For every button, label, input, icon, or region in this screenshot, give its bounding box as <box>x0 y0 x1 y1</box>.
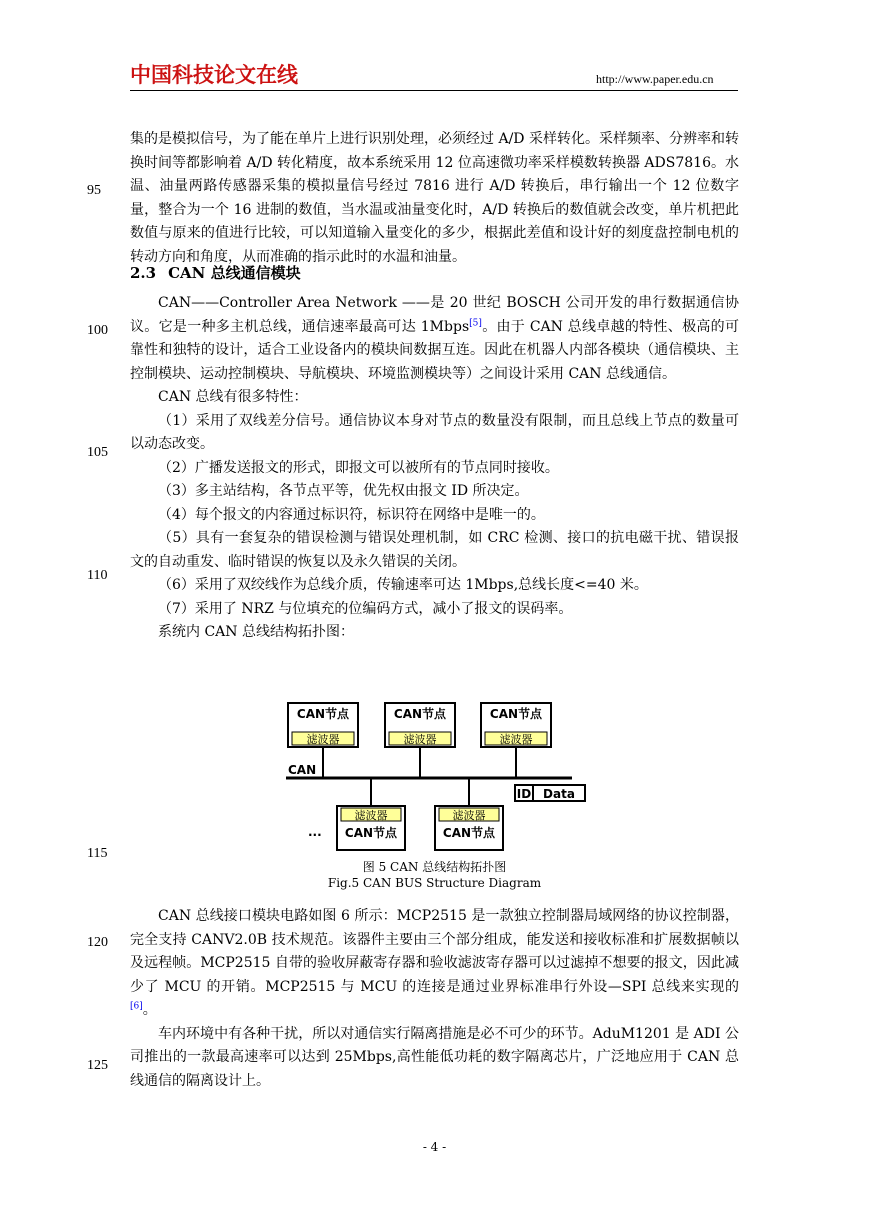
interface-text-end: 。 <box>142 1002 157 1018</box>
feature-item: （6）采用了双绞线作为总线介质，传输速率可达 1Mbps,总线长度<=40 米。 <box>158 577 648 593</box>
interface-text: CAN 总线接口模块电路如图 6 所示：MCP2515 是一款独立控制器局域网络的协议控制器，完全支持 CANV2.0B 技术规范。该器件主要由三个部分组成，能发送和接收标准和扩展数据帧以及远程帧。MCP2515 自带的验收屏蔽寄存器和验收滤波寄存器可以过滤掉不想要的报文，因此减少了 MCU 的开销。MCP2515 与 MCU 的连接是通过业界标准串行外设—SPI 总线来实现的 <box>130 908 739 995</box>
interface-section-body <box>130 905 739 1093</box>
message-frame <box>515 785 585 801</box>
can-topology-diagram <box>280 700 600 860</box>
intro-text: 集的是模拟信号，为了能在单片上进行识别处理，必须经过 A/D 采样转化。采样频率、分辨率和转换时间等都影响着 A/D 转化精度，故本系统采用 12 位高速微功率采样模数转换器 ADS7816。水温、油量两路传感器采集的模拟量信号经过 7816 进行 A/D 转换后，串行输出一个 12 位数字量，整合为一个 16 进制的数值，当水温或油量变化时，A/D 转换后的数值就会改变，单片机把此数值与原来的值进行比较，可以知道输入量变化的多少，根据此差值和设计好的刻度盘控制电机的转动方向和角度，从而准确的指示此时的水温和油量。 <box>130 131 739 265</box>
can-node-label: CAN节点 <box>393 707 447 721</box>
filter-label: 滤波器 <box>403 733 437 746</box>
feature-item: （2）广播发送报文的形式，即报文可以被所有的节点同时接收。 <box>158 459 559 476</box>
can-node-label: CAN节点 <box>344 826 398 840</box>
citation-5[interactable]: [5] <box>469 317 482 328</box>
feature-item: （1）采用了双线差分信号。通信协议本身对节点的数量没有限制，而且总线上节点的数量可以动态改变。 <box>130 412 739 452</box>
can-node-label: CAN节点 <box>442 826 496 840</box>
more-nodes-ellipsis: ... <box>308 825 322 839</box>
line-number: 95 <box>87 183 101 198</box>
figure-caption-cn: 图 5 CAN 总线结构拓扑图 <box>362 860 507 874</box>
features-intro: CAN 总线有很多特性： <box>158 389 308 405</box>
section-number: 2.3 <box>130 264 157 282</box>
can-intro-paragraph <box>130 292 739 386</box>
can-node-top-2 <box>385 703 455 747</box>
interface-paragraph <box>130 905 739 1023</box>
filter-label: 滤波器 <box>306 733 340 746</box>
figure-caption <box>130 859 739 891</box>
can-node-top-3 <box>481 703 551 747</box>
line-number: 105 <box>87 445 108 460</box>
can-section-body <box>130 292 739 645</box>
feature-item: （5）具有一套复杂的错误检测与错误处理机制，如 CRC 检测、接口的抗电磁干扰、错误报文的自动重发、临时错误的恢复以及永久错误的关闭。 <box>130 530 739 570</box>
figure-caption-en: Fig.5 CAN BUS Structure Diagram <box>327 876 542 890</box>
line-number: 115 <box>87 846 108 861</box>
can-node-label: CAN节点 <box>489 707 543 721</box>
feature-item: （7）采用了 NRZ 与位填充的位编码方式，减小了报文的误码率。 <box>158 600 573 617</box>
can-node-label: CAN节点 <box>296 707 350 721</box>
can-node-bottom-1 <box>337 806 405 850</box>
citation-6[interactable]: [6] <box>130 1001 143 1012</box>
header-rule <box>130 90 738 91</box>
page-number: - 4 - <box>422 1140 447 1154</box>
intro-paragraph <box>130 128 739 269</box>
line-number: 120 <box>87 935 108 950</box>
data-field-label: Data <box>543 787 575 801</box>
can-node-bottom-2 <box>435 806 503 850</box>
can-intro-text-end: 。由于 CAN 总线卓越的特性、极高的可靠性和独特的设计，适合工业设备内的模块间数据互连。因此在机器人内部各模块（通信模块、主控制模块、运动控制模块、导航模块、环境监测模块等）之间设计采用 CAN 总线通信。 <box>130 318 739 382</box>
id-field-label: ID <box>516 787 532 801</box>
site-logo-text: 中国科技论文在线 <box>130 63 298 86</box>
bus-label: CAN <box>288 763 317 777</box>
header-url: http://www.paper.edu.cn <box>596 72 714 86</box>
site-logo <box>130 62 320 90</box>
feature-item: （3）多主站结构，各节点平等，优先权由报文 ID 所决定。 <box>158 483 529 499</box>
feature-item: （4）每个报文的内容通过标识符，标识符在网络中是唯一的。 <box>158 506 545 523</box>
line-number: 110 <box>87 568 108 583</box>
line-number: 100 <box>87 323 108 338</box>
can-node-top-1 <box>288 703 358 747</box>
isolation-paragraph: 车内环境中有各种干扰，所以对通信实行隔离措施是必不可少的环节。AduM1201 是 ADI 公司推出的一款最高速率可以达到 25Mbps,高性能低功耗的数字隔离芯片，广泛地应用于 CAN 总线通信的隔离设计上。 <box>130 1025 739 1089</box>
line-number: 125 <box>87 1058 108 1073</box>
can-intro-text: CAN——Controller Area Network ——是 20 世纪 BOSCH 公司开发的串行数据通信协议。它是一种多主机总线，通信速率最高可达 1Mbps <box>130 295 739 335</box>
filter-label: 滤波器 <box>354 809 388 822</box>
section-heading <box>130 262 301 283</box>
filter-label: 滤波器 <box>452 809 486 822</box>
topology-intro: 系统内 CAN 总线结构拓扑图： <box>158 624 354 640</box>
filter-label: 滤波器 <box>499 733 533 746</box>
section-title: CAN 总线通信模块 <box>168 264 301 282</box>
